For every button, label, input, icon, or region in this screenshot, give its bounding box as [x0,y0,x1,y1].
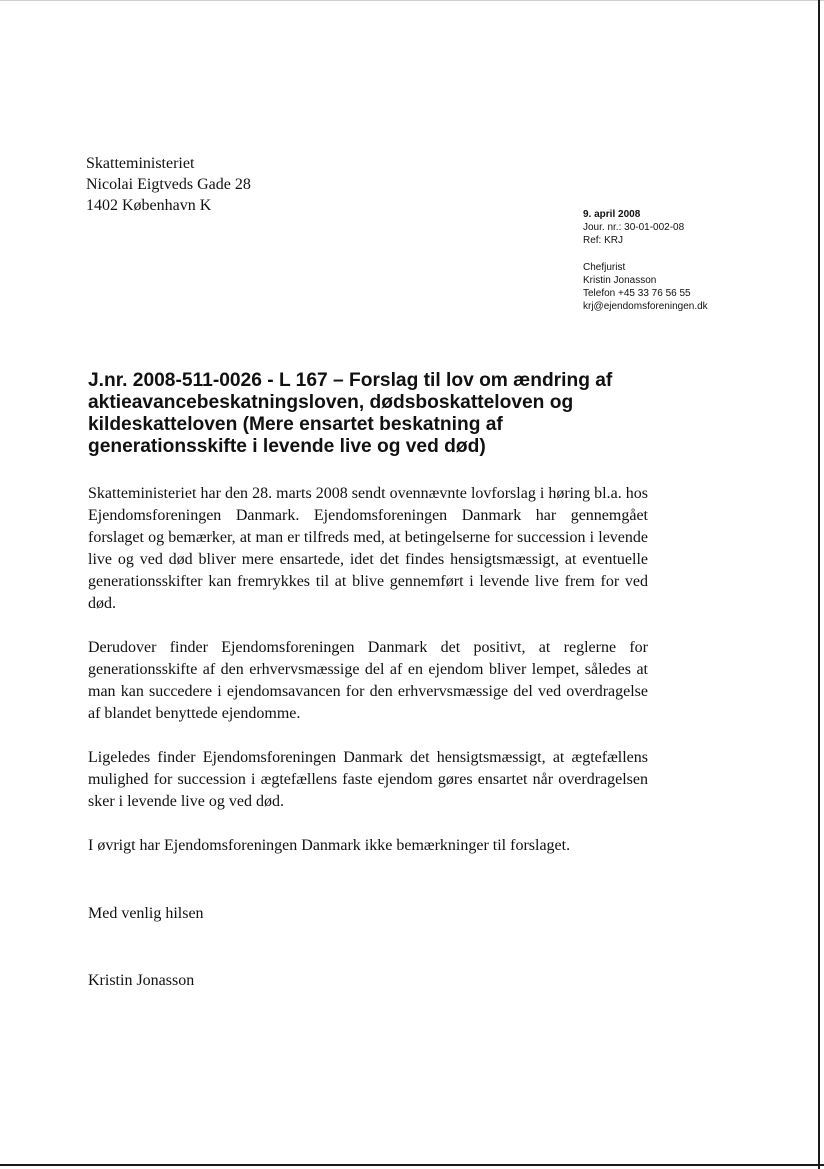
recipient-city: 1402 København K [86,197,212,214]
letter-subject: J.nr. 2008-511-0026 - L 167 – Forslag til lov om ændring af aktieavancebeskatningsloven, dødsboskatteloven og kildeskatteloven (Mere ensartet beskatning af generationsskifte i levende live og ved død) [88,370,613,457]
recipient-address [86,153,251,216]
page-edge-right [818,0,820,1169]
body-paragraph-4: I øvrigt har Ejendomsforeningen Danmark ikke bemærkninger til forslaget. [88,837,571,854]
letter-meta [583,208,708,313]
recipient-street: Nicolai Eigtveds Gade 28 [86,176,251,193]
journal-number: Jour. nr.: 30-01-002-08 [583,222,685,233]
page-edge-bottom [0,1164,824,1166]
recipient-name: Skatteministeriet [86,155,195,172]
sender-title: Chefjurist [583,262,626,273]
signer-name: Kristin Jonasson [88,972,195,989]
body-paragraph-3: Ligeledes finder Ejendomsforeningen Danmark det hensigtsmæssigt, at ægtefællens mulighed for succession i ægtefællens faste ejendom gøres ensartet når overdragelsen sker i levende live og ved død. [88,749,648,810]
sender-email: krj@ejendomsforeningen.dk [583,301,708,312]
letter-date: 9. april 2008 [583,209,641,220]
sender-phone: Telefon +45 33 76 56 55 [583,288,691,299]
letter-body [88,483,648,879]
meta-spacer [583,247,708,261]
body-paragraph-1: Skatteministeriet har den 28. marts 2008 sendt ovennævnte lovforslag i høring bl.a. hos Ejendomsforeningen Danmark. Ejendomsforeningen Danmark har gennemgået forslaget og bemærker, at man er tilfreds med, at betingelserne for succession i levende live og ved død bliver mere ensartede, idet det findes hensigtsmæssigt, at eventuelle generationsskifter kan fremrykkes til at blive gennemført i levende live frem for ved død. [88,485,648,612]
page-edge-top [0,0,824,1]
reference: Ref: KRJ [583,235,624,246]
sender-name: Kristin Jonasson [583,275,657,286]
closing-greeting: Med venlig hilsen [88,905,204,922]
body-paragraph-2: Derudover finder Ejendomsforeningen Danmark det positivt, at reglerne for generationsskifte af den erhvervsmæssige del af en ejendom bliver lempet, således at man kan succedere i ejendomsavancen for den erhvervsmæssige del ved overdragelse af blandet benyttede ejendomme. [88,639,648,722]
